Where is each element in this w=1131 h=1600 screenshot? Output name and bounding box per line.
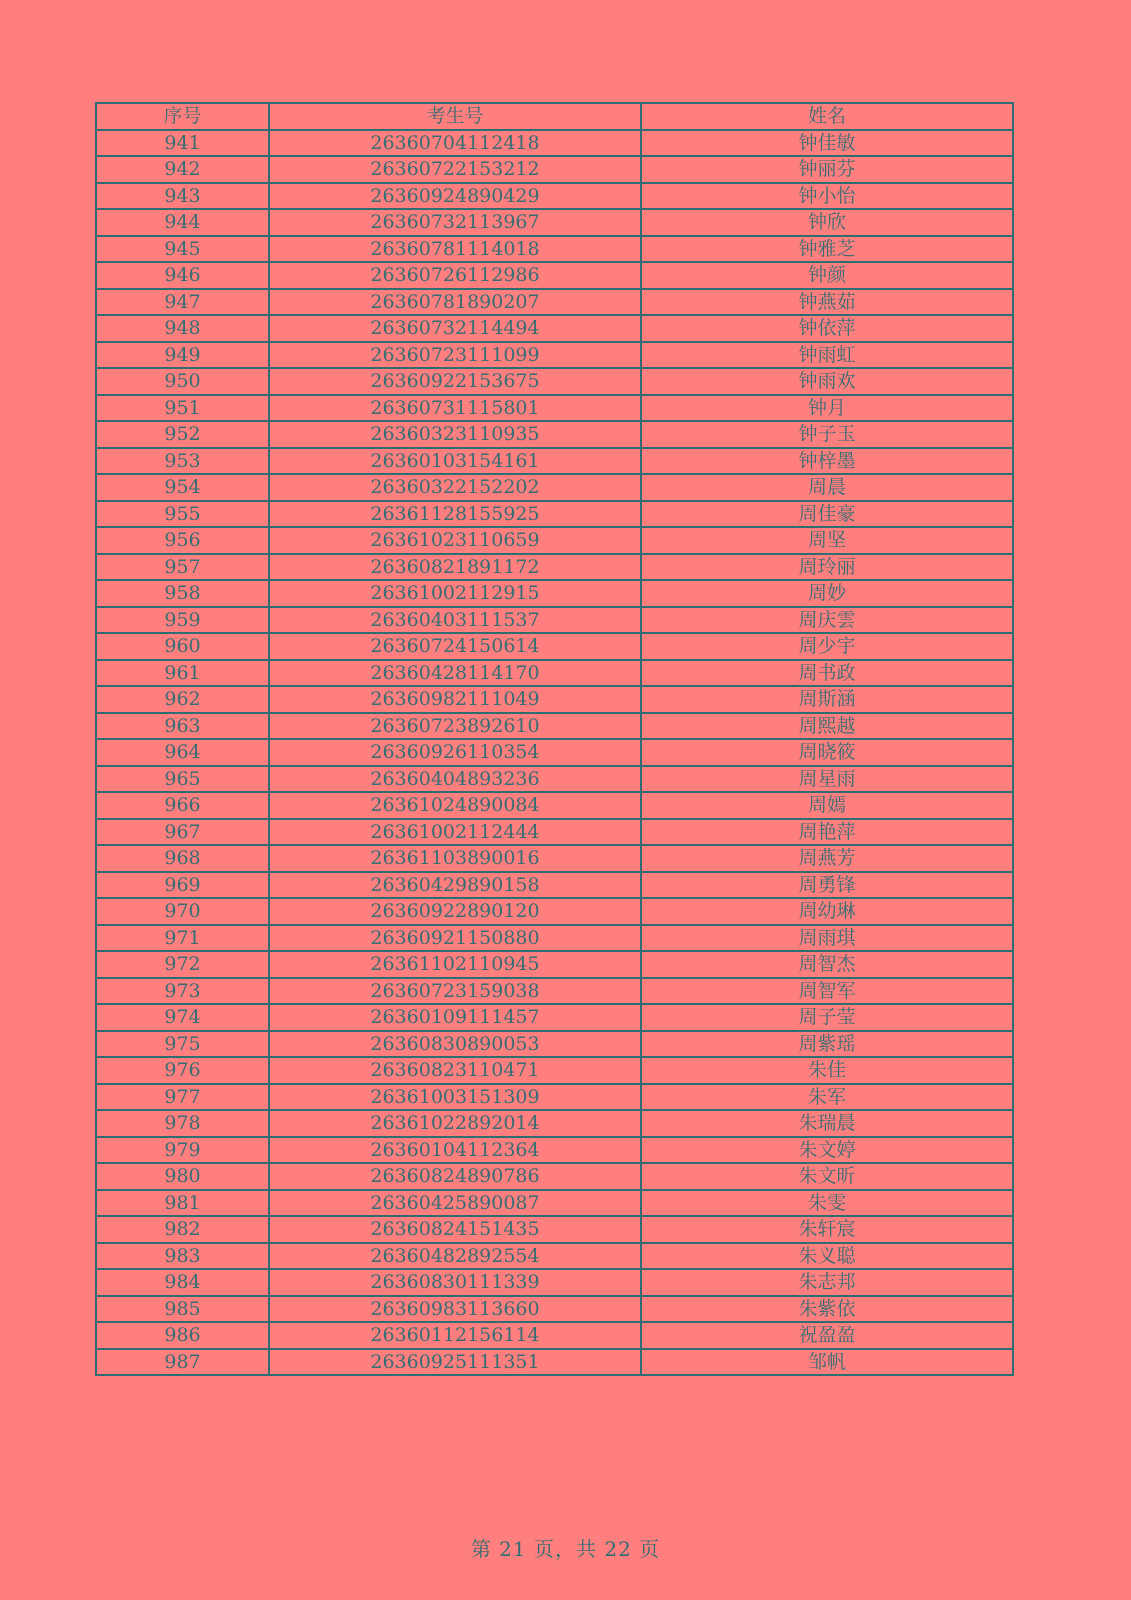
cell-exam-id: 26360922890120 <box>269 898 641 925</box>
table-row <box>96 395 1013 422</box>
cell-exam-id: 26361024890084 <box>269 792 641 819</box>
roster-body <box>96 130 1013 1376</box>
table-row <box>96 660 1013 687</box>
cell-seq: 942 <box>96 156 269 183</box>
cell-seq: 979 <box>96 1137 269 1164</box>
cell-name: 周妙 <box>641 580 1013 607</box>
cell-seq: 970 <box>96 898 269 925</box>
table-row <box>96 1031 1013 1058</box>
cell-exam-id: 26360104112364 <box>269 1137 641 1164</box>
cell-name: 周熙越 <box>641 713 1013 740</box>
cell-exam-id: 26360781114018 <box>269 236 641 263</box>
cell-seq: 966 <box>96 792 269 819</box>
table-row <box>96 1137 1013 1164</box>
cell-name: 周雨琪 <box>641 925 1013 952</box>
cell-seq: 943 <box>96 183 269 210</box>
cell-seq: 977 <box>96 1084 269 1111</box>
table-row <box>96 501 1013 528</box>
table-row <box>96 1110 1013 1137</box>
cell-name: 朱文昕 <box>641 1163 1013 1190</box>
table-row <box>96 262 1013 289</box>
cell-name: 朱志邦 <box>641 1269 1013 1296</box>
cell-exam-id: 26360823110471 <box>269 1057 641 1084</box>
cell-exam-id: 26360983113660 <box>269 1296 641 1323</box>
cell-exam-id: 26361102110945 <box>269 951 641 978</box>
table-row <box>96 1190 1013 1217</box>
cell-name: 周嫣 <box>641 792 1013 819</box>
cell-seq: 944 <box>96 209 269 236</box>
cell-name: 朱瑞晨 <box>641 1110 1013 1137</box>
cell-seq: 981 <box>96 1190 269 1217</box>
cell-exam-id: 26360723159038 <box>269 978 641 1005</box>
table-row <box>96 527 1013 554</box>
cell-name: 钟依萍 <box>641 315 1013 342</box>
cell-seq: 948 <box>96 315 269 342</box>
cell-name: 周幼琳 <box>641 898 1013 925</box>
cell-seq: 960 <box>96 633 269 660</box>
table-row <box>96 421 1013 448</box>
cell-seq: 965 <box>96 766 269 793</box>
cell-exam-id: 26361128155925 <box>269 501 641 528</box>
cell-exam-id: 26360732114494 <box>269 315 641 342</box>
cell-seq: 941 <box>96 130 269 157</box>
cell-name: 周智军 <box>641 978 1013 1005</box>
cell-seq: 982 <box>96 1216 269 1243</box>
cell-exam-id: 26360722153212 <box>269 156 641 183</box>
header-name: 姓名 <box>641 103 1013 130</box>
cell-name: 朱义聪 <box>641 1243 1013 1270</box>
cell-seq: 955 <box>96 501 269 528</box>
cell-exam-id: 26360723111099 <box>269 342 641 369</box>
cell-exam-id: 26360425890087 <box>269 1190 641 1217</box>
cell-seq: 971 <box>96 925 269 952</box>
table-row <box>96 1269 1013 1296</box>
cell-name: 钟雨虹 <box>641 342 1013 369</box>
cell-name: 朱雯 <box>641 1190 1013 1217</box>
cell-seq: 945 <box>96 236 269 263</box>
cell-exam-id: 26360428114170 <box>269 660 641 687</box>
cell-exam-id: 26361003151309 <box>269 1084 641 1111</box>
table-row <box>96 342 1013 369</box>
table-row <box>96 236 1013 263</box>
cell-name: 钟子玉 <box>641 421 1013 448</box>
cell-seq: 983 <box>96 1243 269 1270</box>
cell-name: 周勇锋 <box>641 872 1013 899</box>
cell-name: 钟佳敏 <box>641 130 1013 157</box>
cell-name: 周佳豪 <box>641 501 1013 528</box>
cell-name: 周玲丽 <box>641 554 1013 581</box>
header-seq: 序号 <box>96 103 269 130</box>
cell-name: 朱军 <box>641 1084 1013 1111</box>
table-row <box>96 1322 1013 1349</box>
cell-seq: 946 <box>96 262 269 289</box>
cell-seq: 953 <box>96 448 269 475</box>
cell-name: 祝盈盈 <box>641 1322 1013 1349</box>
table-row <box>96 978 1013 1005</box>
cell-seq: 973 <box>96 978 269 1005</box>
cell-exam-id: 26360824890786 <box>269 1163 641 1190</box>
cell-exam-id: 26360109111457 <box>269 1004 641 1031</box>
table-row <box>96 1296 1013 1323</box>
cell-seq: 962 <box>96 686 269 713</box>
cell-seq: 964 <box>96 739 269 766</box>
table-row <box>96 209 1013 236</box>
cell-name: 钟颜 <box>641 262 1013 289</box>
cell-seq: 987 <box>96 1349 269 1376</box>
cell-name: 朱佳 <box>641 1057 1013 1084</box>
cell-name: 周书政 <box>641 660 1013 687</box>
table-row <box>96 368 1013 395</box>
cell-name: 钟雅芝 <box>641 236 1013 263</box>
cell-exam-id: 26360726112986 <box>269 262 641 289</box>
table-row <box>96 713 1013 740</box>
cell-name: 钟丽芬 <box>641 156 1013 183</box>
cell-exam-id: 26361023110659 <box>269 527 641 554</box>
table-row <box>96 898 1013 925</box>
table-row <box>96 289 1013 316</box>
cell-name: 周庆雲 <box>641 607 1013 634</box>
cell-name: 周少宇 <box>641 633 1013 660</box>
table-row <box>96 766 1013 793</box>
table-row <box>96 1057 1013 1084</box>
cell-seq: 950 <box>96 368 269 395</box>
table-row <box>96 951 1013 978</box>
cell-name: 周艳萍 <box>641 819 1013 846</box>
cell-seq: 975 <box>96 1031 269 1058</box>
header-exam-id: 考生号 <box>269 103 641 130</box>
cell-exam-id: 26360781890207 <box>269 289 641 316</box>
cell-exam-id: 26360830111339 <box>269 1269 641 1296</box>
cell-exam-id: 26360921150880 <box>269 925 641 952</box>
cell-name: 钟燕茹 <box>641 289 1013 316</box>
cell-seq: 952 <box>96 421 269 448</box>
cell-name: 周晓筱 <box>641 739 1013 766</box>
table-row <box>96 819 1013 846</box>
cell-exam-id: 26360724150614 <box>269 633 641 660</box>
cell-seq: 949 <box>96 342 269 369</box>
cell-exam-id: 26360103154161 <box>269 448 641 475</box>
cell-exam-id: 26360112156114 <box>269 1322 641 1349</box>
cell-seq: 951 <box>96 395 269 422</box>
table-row <box>96 686 1013 713</box>
table-row <box>96 1216 1013 1243</box>
cell-exam-id: 26360924890429 <box>269 183 641 210</box>
table-row <box>96 633 1013 660</box>
cell-name: 周智杰 <box>641 951 1013 978</box>
cell-seq: 958 <box>96 580 269 607</box>
cell-exam-id: 26361002112915 <box>269 580 641 607</box>
cell-exam-id: 26360824151435 <box>269 1216 641 1243</box>
cell-exam-id: 26360403111537 <box>269 607 641 634</box>
cell-exam-id: 26360704112418 <box>269 130 641 157</box>
cell-exam-id: 26360830890053 <box>269 1031 641 1058</box>
table-row <box>96 872 1013 899</box>
cell-name: 周坚 <box>641 527 1013 554</box>
cell-exam-id: 26360821891172 <box>269 554 641 581</box>
cell-exam-id: 26361022892014 <box>269 1110 641 1137</box>
page-number: 第 21 页，共 22 页 <box>470 1537 661 1561</box>
table-row <box>96 554 1013 581</box>
cell-exam-id: 26360926110354 <box>269 739 641 766</box>
cell-seq: 974 <box>96 1004 269 1031</box>
table-row <box>96 474 1013 501</box>
cell-exam-id: 26360982111049 <box>269 686 641 713</box>
cell-name: 钟欣 <box>641 209 1013 236</box>
cell-seq: 956 <box>96 527 269 554</box>
cell-name: 周晨 <box>641 474 1013 501</box>
table-row <box>96 739 1013 766</box>
cell-exam-id: 26360925111351 <box>269 1349 641 1376</box>
cell-name: 钟小怡 <box>641 183 1013 210</box>
cell-name: 钟梓墨 <box>641 448 1013 475</box>
cell-name: 朱轩宸 <box>641 1216 1013 1243</box>
cell-seq: 947 <box>96 289 269 316</box>
cell-seq: 954 <box>96 474 269 501</box>
table-row <box>96 130 1013 157</box>
table-row <box>96 1243 1013 1270</box>
table-row <box>96 1004 1013 1031</box>
cell-seq: 961 <box>96 660 269 687</box>
cell-seq: 976 <box>96 1057 269 1084</box>
cell-seq: 984 <box>96 1269 269 1296</box>
cell-name: 周燕芳 <box>641 845 1013 872</box>
cell-exam-id: 26360322152202 <box>269 474 641 501</box>
table-row <box>96 845 1013 872</box>
cell-exam-id: 26360404893236 <box>269 766 641 793</box>
roster-table <box>95 102 1014 1376</box>
header-row <box>96 103 1013 130</box>
cell-exam-id: 26360922153675 <box>269 368 641 395</box>
cell-name: 周子莹 <box>641 1004 1013 1031</box>
cell-seq: 963 <box>96 713 269 740</box>
table-row <box>96 183 1013 210</box>
cell-name: 钟月 <box>641 395 1013 422</box>
cell-exam-id: 26360723892610 <box>269 713 641 740</box>
cell-seq: 972 <box>96 951 269 978</box>
cell-seq: 986 <box>96 1322 269 1349</box>
cell-name: 周星雨 <box>641 766 1013 793</box>
cell-name: 朱紫依 <box>641 1296 1013 1323</box>
cell-seq: 980 <box>96 1163 269 1190</box>
table-row <box>96 580 1013 607</box>
cell-name: 钟雨欢 <box>641 368 1013 395</box>
cell-exam-id: 26360731115801 <box>269 395 641 422</box>
cell-exam-id: 26361103890016 <box>269 845 641 872</box>
table-row <box>96 925 1013 952</box>
table-row <box>96 315 1013 342</box>
cell-seq: 978 <box>96 1110 269 1137</box>
cell-name: 朱文婷 <box>641 1137 1013 1164</box>
table-row <box>96 1163 1013 1190</box>
cell-name: 周紫瑶 <box>641 1031 1013 1058</box>
table-row <box>96 607 1013 634</box>
cell-seq: 959 <box>96 607 269 634</box>
cell-seq: 957 <box>96 554 269 581</box>
cell-seq: 967 <box>96 819 269 846</box>
table-row <box>96 1349 1013 1376</box>
cell-exam-id: 26361002112444 <box>269 819 641 846</box>
table-row <box>96 1084 1013 1111</box>
cell-name: 邹帆 <box>641 1349 1013 1376</box>
cell-exam-id: 26360323110935 <box>269 421 641 448</box>
cell-exam-id: 26360482892554 <box>269 1243 641 1270</box>
cell-seq: 968 <box>96 845 269 872</box>
cell-exam-id: 26360732113967 <box>269 209 641 236</box>
cell-seq: 969 <box>96 872 269 899</box>
cell-name: 周斯涵 <box>641 686 1013 713</box>
table-row <box>96 792 1013 819</box>
table-row <box>96 448 1013 475</box>
cell-exam-id: 26360429890158 <box>269 872 641 899</box>
cell-seq: 985 <box>96 1296 269 1323</box>
table-row <box>96 156 1013 183</box>
